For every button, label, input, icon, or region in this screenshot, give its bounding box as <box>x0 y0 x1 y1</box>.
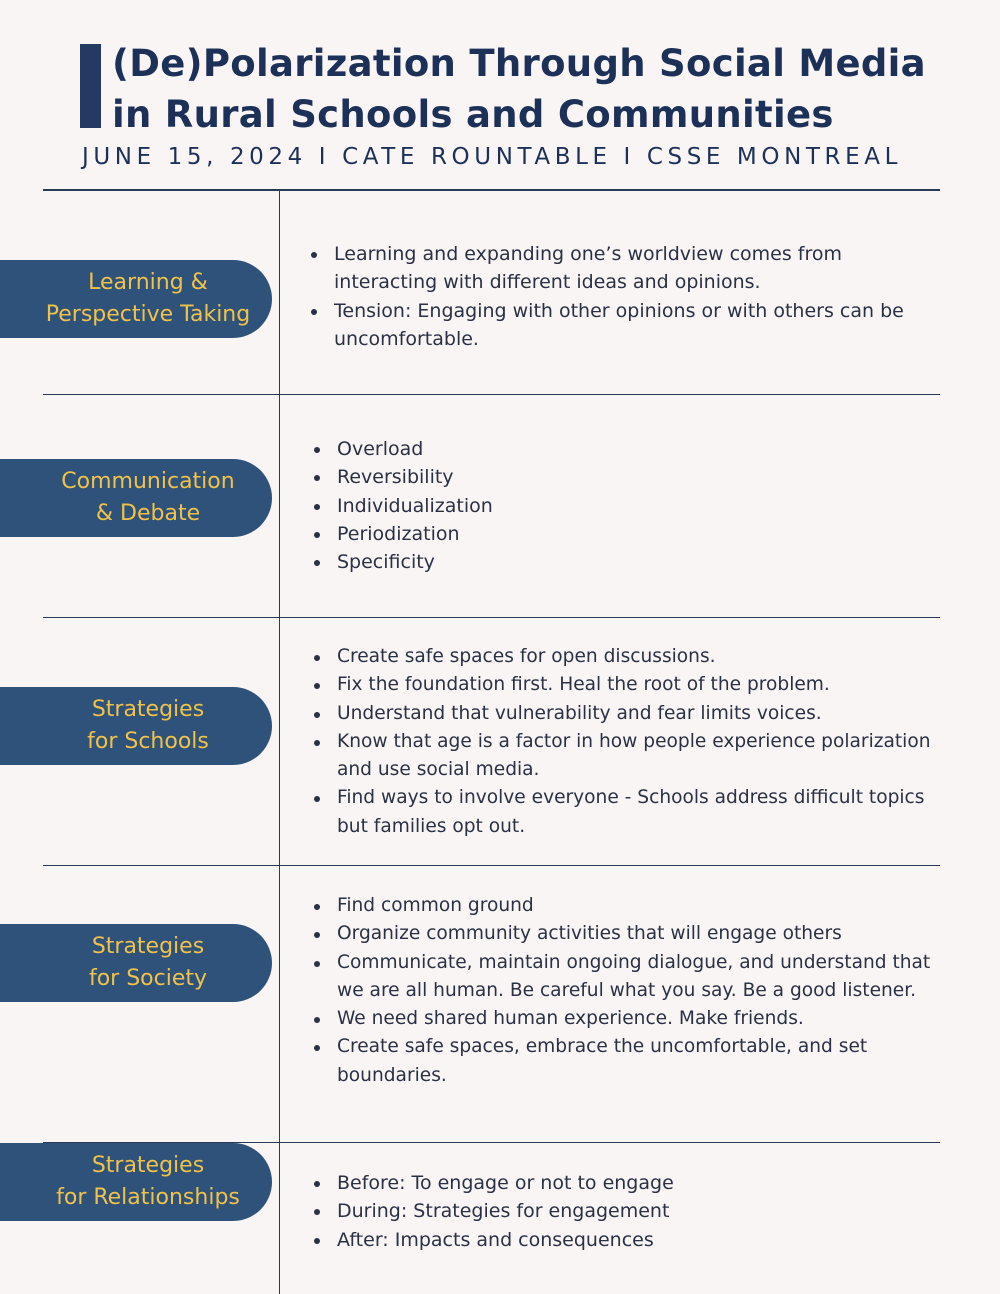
list-item: Learning and expanding one’s worldview comes from interacting with different ideas and opinions. <box>306 240 946 297</box>
section-label-society <box>0 924 272 1002</box>
section-label-line: for Relationships <box>56 1185 240 1210</box>
row-divider <box>43 865 940 866</box>
list-item: Fix the foundation first. Heal the root of the problem. <box>309 671 949 699</box>
list-item: Before: To engage or not to engage <box>309 1169 949 1197</box>
section-label-line: Strategies <box>91 697 205 722</box>
section-label-line: Strategies <box>91 934 205 959</box>
list-item: During: Strategies for engagement <box>309 1197 949 1225</box>
list-item: Organize community activities that will engage others <box>309 920 949 948</box>
list-item: Understand that vulnerability and fear limits voices. <box>309 700 949 728</box>
section-label-line: for Schools <box>87 729 209 754</box>
section-label-line: Communication <box>61 469 235 494</box>
section-label-line: Strategies <box>91 1153 205 1178</box>
header-divider <box>43 189 940 191</box>
list-item: Create safe spaces for open discussions. <box>309 643 949 671</box>
section-label-learning <box>0 260 272 338</box>
list-item: Individualization <box>309 492 949 520</box>
list-item: Find common ground <box>309 892 949 920</box>
section-label-schools <box>0 687 272 765</box>
section-label-line: for Society <box>88 966 208 991</box>
section-bullets-society <box>309 892 949 1090</box>
list-item: Tension: Engaging with other opinions or with others can be uncomfortable. <box>306 297 946 354</box>
row-divider <box>43 617 940 618</box>
row-divider <box>43 394 940 395</box>
section-label-line: & Debate <box>95 501 201 526</box>
section-bullets-relationships <box>309 1169 949 1254</box>
list-item: We need shared human experience. Make friends. <box>309 1005 949 1033</box>
section-label-communication <box>0 459 272 537</box>
page-title <box>112 38 992 140</box>
list-item: After: Impacts and consequences <box>309 1226 949 1254</box>
list-item: Find ways to involve everyone - Schools address difficult topics but families opt out. <box>309 784 949 841</box>
event-subtitle: JUNE 15, 2024 I CATE ROUNTABLE I CSSE MONTREAL <box>81 144 902 170</box>
title-line-2: in Rural Schools and Communities <box>112 93 834 136</box>
list-item: Communicate, maintain ongoing dialogue, and understand that we are all human. Be careful what you say. Be a good listener. <box>309 949 949 1006</box>
section-label-line: Learning & <box>88 270 208 295</box>
title-line-1: (De)Polarization Through Social Media <box>112 42 926 85</box>
title-accent-bar <box>80 44 101 128</box>
list-item: Create safe spaces, embrace the uncomfortable, and set boundaries. <box>309 1033 949 1090</box>
list-item: Reversibility <box>309 463 949 491</box>
list-item: Specificity <box>309 548 949 576</box>
list-item: Periodization <box>309 520 949 548</box>
section-bullets-learning <box>306 240 946 353</box>
column-divider <box>279 191 280 1294</box>
list-item: Know that age is a factor in how people experience polarization and use social media. <box>309 728 949 785</box>
section-bullets-schools <box>309 643 949 841</box>
list-item: Overload <box>309 435 949 463</box>
section-bullets-communication <box>309 435 949 576</box>
section-label-line: Perspective Taking <box>45 302 251 327</box>
section-label-relationships <box>0 1143 272 1221</box>
